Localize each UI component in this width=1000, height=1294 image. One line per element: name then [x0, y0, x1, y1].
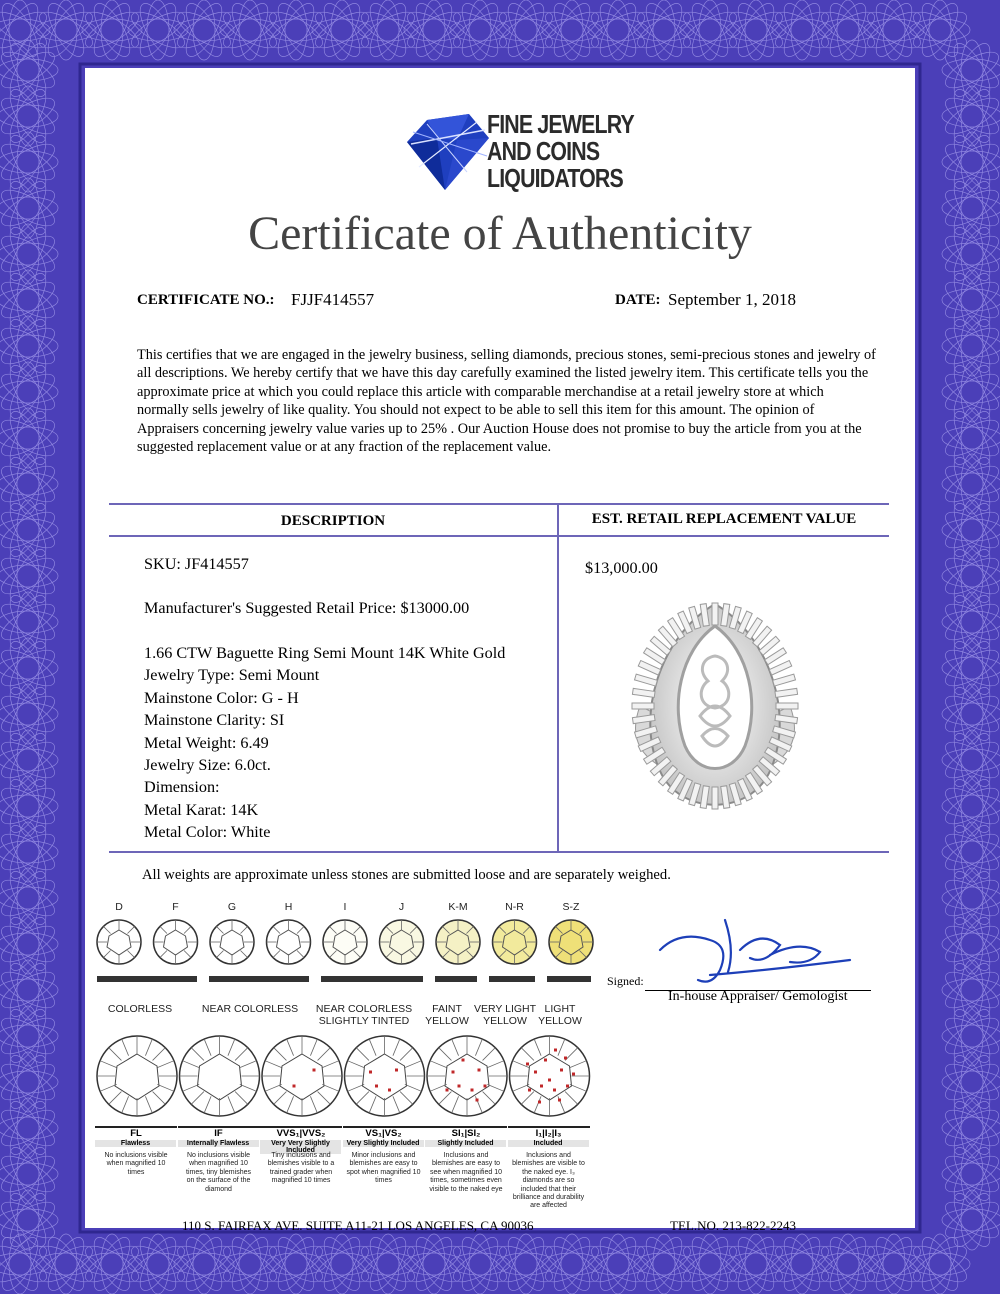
clarity-name: Flawless — [95, 1140, 176, 1147]
color-diamond — [380, 920, 424, 964]
inclusion-mark — [526, 1063, 529, 1066]
color-grade-letter: I — [343, 901, 347, 913]
clarity-code: IF — [178, 1126, 260, 1139]
signed-label: Signed: — [607, 974, 644, 988]
table-bottom-rule — [109, 851, 889, 853]
clarity-description: Tiny inclusions and blemishes visible to a trained grader when magnified 10 times — [267, 1152, 335, 1185]
detail-line: Dimension: — [144, 778, 220, 797]
color-diamond — [267, 920, 311, 964]
inclusion-mark — [293, 1085, 296, 1088]
color-group-bracket — [97, 976, 197, 982]
ring-image — [620, 596, 810, 826]
value-header: EST. RETAIL REPLACEMENT VALUE — [591, 511, 857, 527]
inclusion-mark — [484, 1085, 487, 1088]
inclusion-mark — [566, 1085, 569, 1088]
logo-text — [487, 111, 634, 192]
clarity-code: VS₁|VS₂ — [343, 1126, 425, 1139]
inclusion-mark — [544, 1059, 547, 1062]
details-list — [144, 642, 505, 844]
clarity-name: Slightly Included — [425, 1140, 506, 1147]
inclusion-mark — [313, 1069, 316, 1072]
footer-address: 110 S. FAIRFAX AVE. SUITE A11-21 LOS ANGELES, CA 90036 — [182, 1218, 534, 1233]
color-diamond — [323, 920, 367, 964]
clarity-description: Inclusions and blemishes are easy to see when magnified 10 times, sometimes even visible to the naked eye — [429, 1152, 503, 1193]
clarity-diamonds — [95, 1030, 595, 1126]
inclusion-mark — [471, 1089, 474, 1092]
color-diamond — [97, 920, 141, 964]
color-group-bracket — [435, 976, 477, 982]
clarity-code: FL — [95, 1126, 177, 1139]
color-group-label: VERY LIGHT YELLOW — [473, 1003, 537, 1027]
inclusion-mark — [548, 1079, 551, 1082]
footer-tel: TEL.NO. 213-822-2243 — [670, 1218, 797, 1233]
color-grade-letter: N-R — [505, 901, 524, 913]
inclusion-mark — [553, 1089, 556, 1092]
certificate-paper — [85, 68, 915, 1228]
color-diamond — [549, 920, 593, 964]
color-group-bracket — [547, 976, 591, 982]
weight-note: All weights are approximate unless stones are submitted loose and are separately weighed. — [142, 867, 671, 883]
inclusion-mark — [478, 1069, 481, 1072]
clarity-diamond — [262, 1036, 342, 1116]
clarity-description: No inclusions visible when magnified 10 times, tiny blemishes on the surface of the diamond — [186, 1152, 251, 1193]
clarity-diamond — [427, 1036, 507, 1116]
color-grade-letter: F — [172, 901, 179, 913]
color-grade-letter: H — [284, 901, 293, 913]
inclusion-mark — [534, 1071, 537, 1074]
certificate-no-label: CERTIFICATE NO.: — [137, 292, 275, 308]
color-diamond — [154, 920, 198, 964]
inclusion-mark — [572, 1073, 575, 1076]
detail-line: Jewelry Size: 6.0ct. — [144, 756, 271, 775]
color-grade-letter: D — [115, 901, 123, 913]
table-divider — [557, 503, 559, 853]
logo-line-1: FINE JEWELRY — [487, 109, 634, 139]
clarity-code: VVS₁|VVS₂ — [260, 1126, 342, 1139]
inclusion-mark — [452, 1071, 455, 1074]
color-diamond — [493, 920, 537, 964]
clarity-description: Inclusions and blemishes are visible to the naked eye. I₃ diamonds are so included that their brilliance and durability are affected — [512, 1152, 585, 1210]
date-label: DATE: — [615, 292, 661, 308]
certificate-no-value: FJJF414557 — [291, 290, 375, 309]
inclusion-mark — [558, 1099, 561, 1102]
inclusion-mark — [528, 1089, 531, 1092]
clarity-diamond — [345, 1036, 425, 1116]
inclusion-mark — [560, 1069, 563, 1072]
color-group-bracket — [489, 976, 535, 982]
intro-paragraph: This certifies that we are engaged in the jewelry business, selling diamonds, precious stones, semi-precious stones and jewelry of all descriptions. We hereby certify that we have this day carefully examined the listed jewelry item. This certificate tells you the approximate price at which you could replace this article with comparable merchandise at a retail jewelry store at which normally sells jewelry of like quality. You should not expect to be able to sell this item for this amount. The opinion of Appraisers concerning jewelry value varies up to 25% . Our Auction House does not promise to buy the article from you at the suggested replacement value or at any fraction of the replacement value. — [137, 347, 876, 456]
color-grade-letter: K-M — [448, 901, 468, 913]
inclusion-mark — [462, 1059, 465, 1062]
color-grade-diamonds — [85, 916, 605, 1016]
certificate-title: Certificate of Authenticity — [248, 207, 752, 260]
description-header: DESCRIPTION — [280, 513, 386, 529]
inclusion-mark — [554, 1049, 557, 1052]
replacement-value: $13,000.00 — [585, 559, 658, 577]
detail-line: Jewelry Type: Semi Mount — [144, 666, 320, 685]
color-diamond — [210, 920, 254, 964]
color-grade-letter: J — [398, 901, 405, 913]
table-top-rule — [109, 503, 889, 505]
clarity-name: Internally Flawless — [178, 1140, 259, 1147]
clarity-code: SI₁|SI₂ — [425, 1126, 507, 1139]
sku: SKU: JF414557 — [144, 555, 249, 573]
color-grade-letter: S-Z — [562, 901, 580, 913]
inclusion-mark — [446, 1089, 449, 1092]
detail-line: Metal Weight: 6.49 — [144, 733, 269, 752]
logo-line-2: AND COINS — [487, 136, 600, 166]
detail-line: Metal Color: White — [144, 823, 271, 842]
inclusion-mark — [369, 1071, 372, 1074]
appraiser-role: In-house Appraiser/ Gemologist — [668, 989, 848, 1004]
clarity-name: Included — [508, 1140, 589, 1147]
clarity-diamond — [510, 1036, 590, 1116]
color-diamond — [436, 920, 480, 964]
color-group-label: NEAR COLORLESS — [201, 1003, 299, 1015]
color-group-label: FAINT YELLOW — [425, 1003, 469, 1027]
gem-logo-icon — [397, 112, 497, 192]
color-group-bracket — [321, 976, 423, 982]
inclusion-mark — [564, 1057, 567, 1060]
clarity-name: Very Very Slightly Included — [260, 1140, 341, 1154]
clarity-diamond — [97, 1036, 177, 1116]
inclusion-mark — [388, 1089, 391, 1092]
detail-line: Mainstone Clarity: SI — [144, 711, 285, 730]
clarity-code: I₁|I₂|I₃ — [508, 1126, 590, 1139]
inclusion-mark — [375, 1085, 378, 1088]
clarity-diamond — [180, 1036, 260, 1116]
color-grade-letter: G — [227, 901, 237, 913]
inclusion-mark — [458, 1085, 461, 1088]
detail-line: 1.66 CTW Baguette Ring Semi Mount 14K White Gold — [144, 644, 506, 662]
msrp: Manufacturer's Suggested Retail Price: $13000.00 — [144, 599, 470, 617]
inclusion-mark — [540, 1085, 543, 1088]
color-group-label: NEAR COLORLESS SLIGHTLY TINTED — [315, 1003, 413, 1027]
clarity-description: No inclusions visible when magnified 10 times — [104, 1152, 168, 1176]
inclusion-mark — [476, 1099, 479, 1102]
inclusion-mark — [538, 1101, 541, 1104]
detail-line: Mainstone Color: G - H — [144, 688, 299, 707]
clarity-name: Very Slightly Included — [343, 1140, 424, 1147]
color-group-bracket — [209, 976, 309, 982]
signature-scribble — [650, 910, 870, 990]
color-group-label: COLORLESS — [107, 1003, 173, 1015]
table-header-rule — [109, 535, 889, 537]
date-value: September 1, 2018 — [668, 290, 796, 309]
detail-line: Metal Karat: 14K — [144, 800, 259, 819]
inclusion-mark — [395, 1069, 398, 1072]
logo-line-3: LIQUIDATORS — [487, 163, 623, 193]
color-group-label: LIGHT YELLOW — [538, 1003, 582, 1027]
clarity-description: Minor inclusions and blemishes are easy to spot when magnified 10 times — [346, 1152, 421, 1185]
